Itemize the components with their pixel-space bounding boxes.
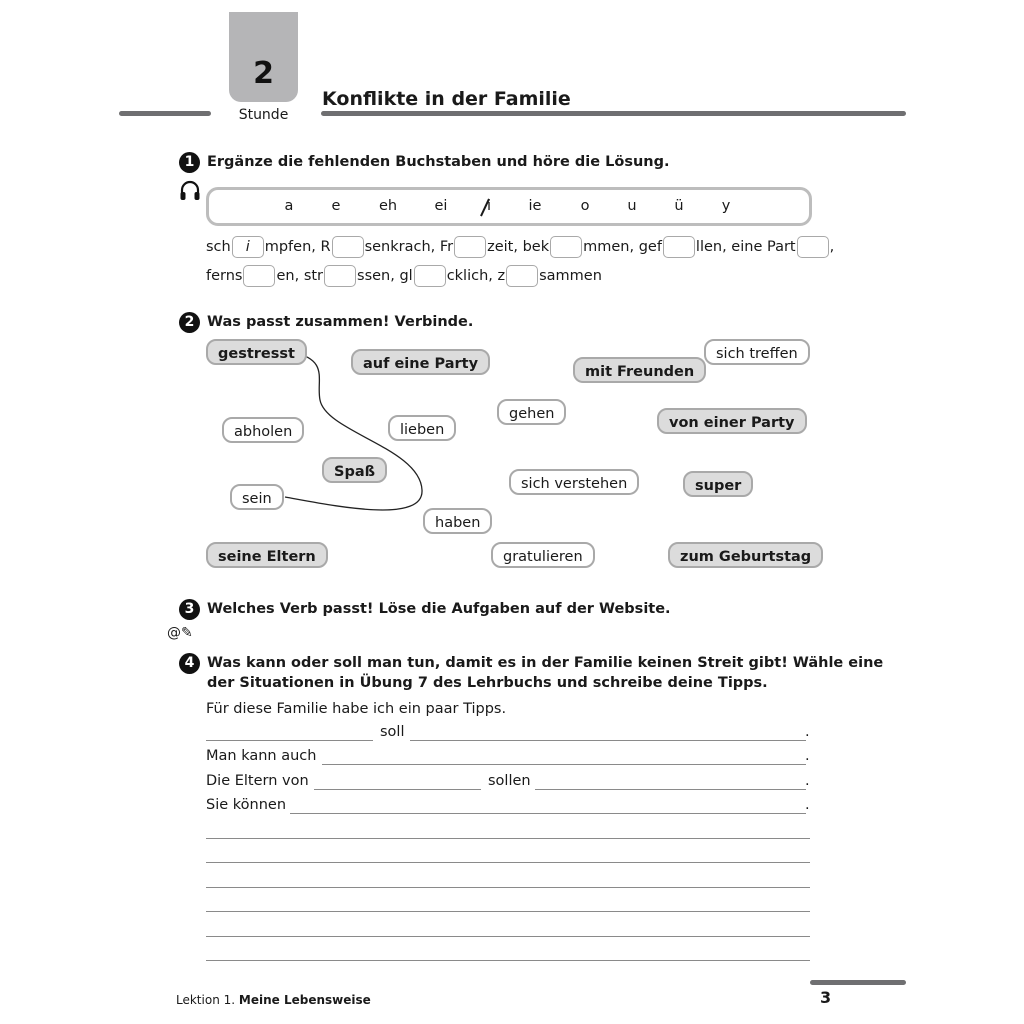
exercise-4-number: 4	[179, 653, 200, 674]
writing-blank[interactable]	[206, 740, 373, 741]
footer-lesson	[176, 993, 371, 1007]
writing-line[interactable]	[206, 960, 810, 961]
writing-line[interactable]	[206, 862, 810, 863]
word-fragment: cklich, z	[446, 268, 506, 284]
writing-blank[interactable]	[290, 813, 806, 814]
match-item[interactable]: mit Freunden	[573, 357, 706, 383]
word-fragment: en, str	[276, 268, 324, 284]
writing-period: .	[805, 724, 810, 740]
writing-line[interactable]	[206, 936, 810, 937]
match-item[interactable]: gestresst	[206, 339, 307, 365]
page-title: Konflikte in der Familie	[322, 88, 571, 110]
match-item[interactable]: haben	[423, 508, 492, 534]
word-fragment: ,	[829, 239, 835, 255]
exercise-4-instruction-line-2: der Situationen in Übung 7 des Lehrbuchs und schreibe deine Tipps.	[207, 675, 768, 691]
match-item[interactable]: auf eine Party	[351, 349, 490, 375]
letter-option: y	[721, 198, 731, 214]
exercise-1-number: 1	[179, 152, 200, 173]
writing-blank[interactable]	[535, 789, 806, 790]
word-fragment: zeit, bek	[487, 239, 550, 255]
writing-period: .	[805, 748, 810, 764]
exercise-1-instruction: Ergänze die fehlenden Buchstaben und höre die Lösung.	[207, 154, 670, 170]
word-fragment: mpfen, R	[264, 239, 331, 255]
letter-option-struck: i	[474, 198, 504, 214]
writing-word: Die Eltern von	[206, 773, 309, 789]
word-fragment: sammen	[539, 268, 602, 284]
word-fragment: mmen, gef	[583, 239, 662, 255]
exercise-4-instruction-line-1: Was kann oder soll man tun, damit es in der Familie keinen Streit gibt! Wähle eine	[207, 655, 884, 671]
word-fragment: sch	[206, 239, 231, 255]
match-item[interactable]: abholen	[222, 417, 304, 443]
word-fragment: ferns	[206, 268, 243, 284]
footer-lesson-title: Meine Lebensweise	[238, 993, 371, 1007]
match-item[interactable]: von einer Party	[657, 408, 807, 434]
writing-word: sollen	[488, 773, 531, 789]
letter-option: o	[580, 198, 590, 214]
footer-rule	[810, 980, 906, 985]
match-item[interactable]: zum Geburtstag	[668, 542, 823, 568]
letter-gap-filled[interactable]: i	[232, 236, 264, 258]
letter-option: ie	[528, 198, 542, 214]
exercise-2-number: 2	[179, 312, 200, 333]
footer-lesson-prefix: Lektion 1.	[176, 993, 236, 1007]
match-item[interactable]: sich treffen	[704, 339, 810, 365]
writing-blank[interactable]	[322, 764, 806, 765]
writing-word: Sie können	[206, 797, 287, 813]
letter-option: e	[331, 198, 341, 214]
match-item[interactable]: super	[683, 471, 753, 497]
word-fragment: senkrach, Fr	[364, 239, 454, 255]
match-item[interactable]: Spaß	[322, 457, 387, 483]
exercise-3-instruction: Welches Verb passt! Löse die Aufgaben auf der Website.	[207, 601, 671, 617]
match-item[interactable]: seine Eltern	[206, 542, 328, 568]
lesson-word: Stunde	[238, 107, 289, 123]
website-icon[interactable]: @✎	[167, 625, 193, 641]
lesson-number: 2	[253, 56, 274, 91]
writing-blank[interactable]	[410, 740, 806, 741]
exercise-2-instruction: Was passt zusammen! Verbinde.	[207, 314, 474, 330]
writing-line[interactable]	[206, 911, 810, 912]
writing-intro: Für diese Familie habe ich ein paar Tipps.	[206, 701, 507, 717]
letter-option: ü	[674, 198, 684, 214]
writing-period: .	[805, 773, 810, 789]
writing-line[interactable]	[206, 838, 810, 839]
writing-word: Man kann auch	[206, 748, 317, 764]
exercise-3-number: 3	[179, 599, 200, 620]
match-item[interactable]: gehen	[497, 399, 566, 425]
writing-line[interactable]	[206, 887, 810, 888]
writing-period: .	[805, 797, 810, 813]
match-item[interactable]: sein	[230, 484, 284, 510]
letter-option: u	[627, 198, 637, 214]
match-item[interactable]: gratulieren	[491, 542, 595, 568]
writing-word: soll	[380, 724, 405, 740]
page-number: 3	[820, 988, 832, 1007]
match-item[interactable]: sich verstehen	[509, 469, 639, 495]
word-fragment: llen, eine Part	[695, 239, 796, 255]
letter-option: a	[284, 198, 294, 214]
word-fragment: ssen, gl	[357, 268, 413, 284]
writing-blank[interactable]	[314, 789, 481, 790]
match-item[interactable]: lieben	[388, 415, 456, 441]
letter-option: ei	[434, 198, 448, 214]
letter-option: eh	[378, 198, 398, 214]
